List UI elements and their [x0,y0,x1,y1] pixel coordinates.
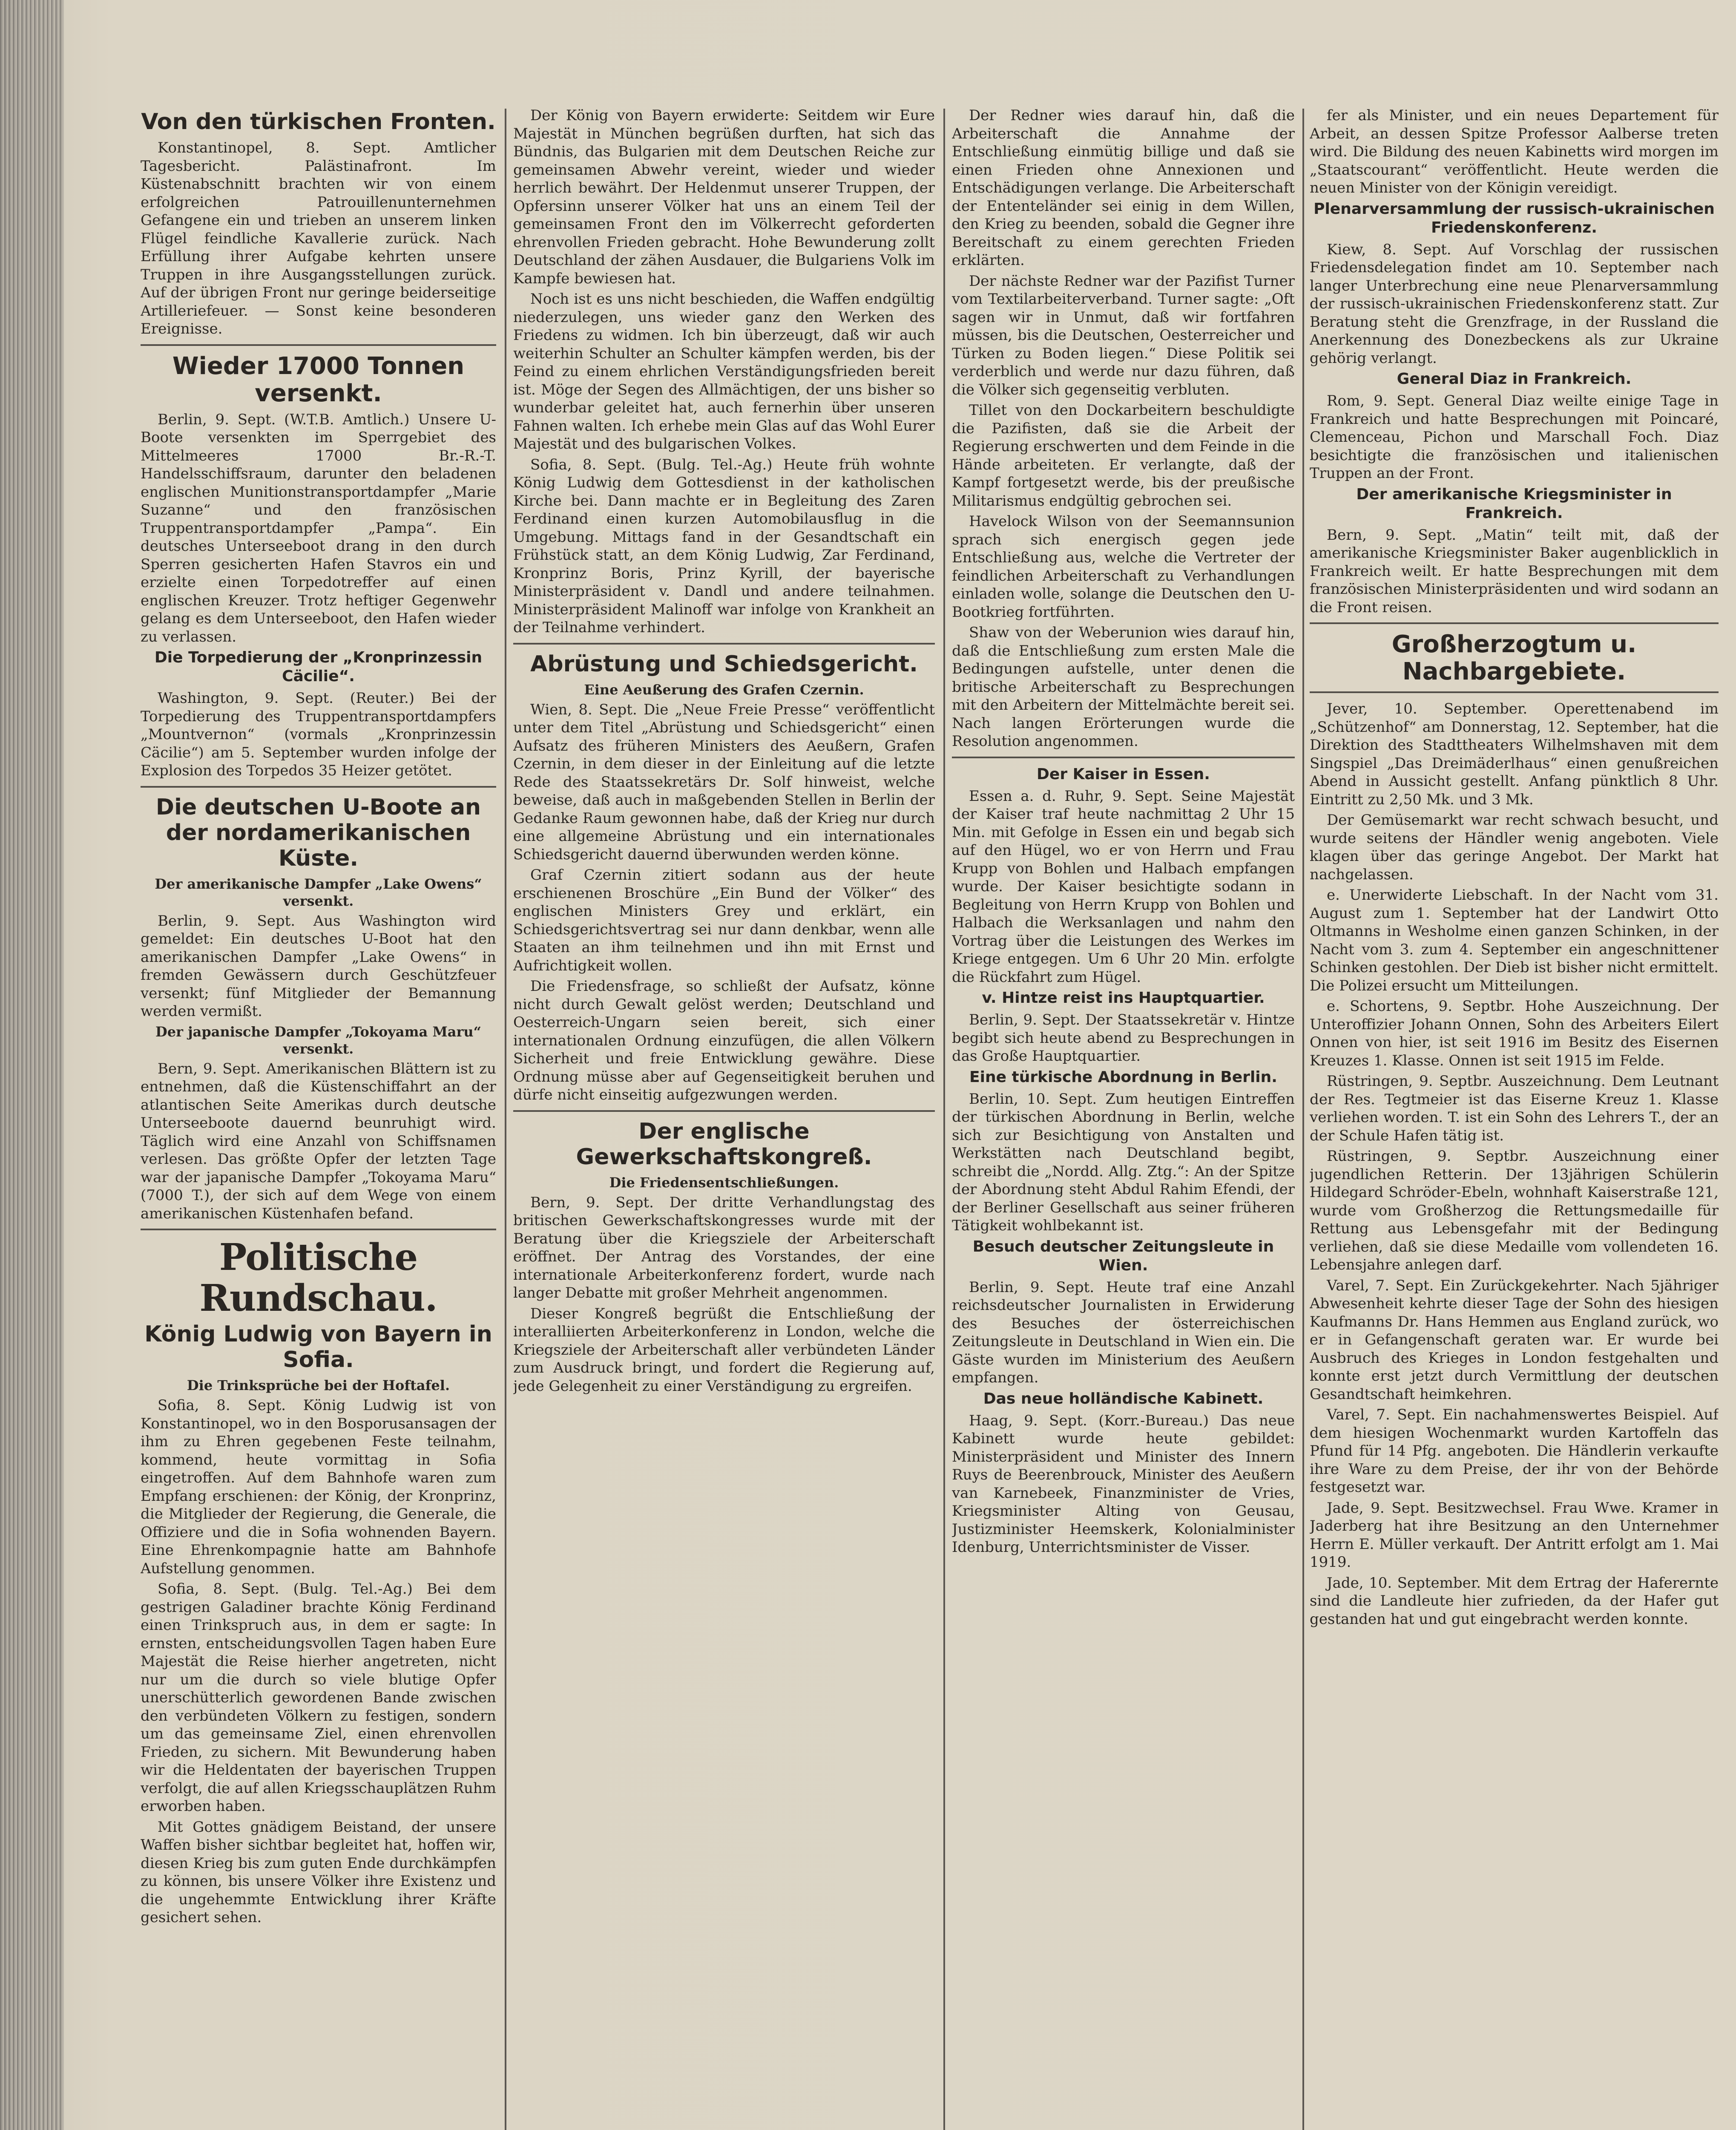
column-rule [505,109,506,2130]
headline-politische-rundschau: Politische Rundschau. [199,1236,437,1320]
article-paragraph: Washington, 9. Sept. (Reuter.) Bei der Torpedierung des Truppentransportdampfers „Mountvernon“ (vormals „Kronprinzessin Cäcilie“) am 5. September wurden infolge der Explosion des Torpedos 35 Heizer getötet. [141,690,496,779]
headline-grossherzogtum: Großherzogtum u. Nachbargebiete. [1391,630,1637,685]
article-paragraph: Mit Gottes gnädigem Beistand, der unsere Waffen bisher sichtbar begleitet hat, hoffen wir, diesen Krieg bis zum guten Ende durchkämpfen zu können, bis unsere Völker ihre Existenz und die ungehemmte Entwicklung ihrer Kräfte gesichert sehen. [141,1818,496,1926]
article-paragraph: Haag, 9. Sept. (Korr.-Bureau.) Das neue Kabinett wurde heute gebildet: Ministerpräsident und Minister des Innern Ruys de Beerenbrouck, Minister des Aeußern van Karnebeek, Finanzminister de Vries, Kriegsminister Alting von Geusau, Justizminister Heemskerk, Kolonialminister Idenburg, Unterrichtsminister de Visser. [952,1412,1295,1556]
headline-gewerkschaftskongress: Der englische Gewerkschaftskongreß. [576,1118,872,1170]
article-paragraph: Bern, 9. Sept. Amerikanischen Blättern ist zu entnehmen, daß die Küstenschiffahrt an der atlantischen Seite Amerikas durch deutsche Unterseeboote dauernd beunruhigt wird. Täglich wird eine Anzahl von Schiffsnamen verlesen. Das größte Opfer der letzten Tage war der japanische Dampfer „Tokoyama Maru“ (7000 T.), der sich auf dem Wege von einem amerikanischen Küstenhafen befand. [141,1060,496,1222]
article-paragraph: Sofia, 8. Sept. König Ludwig ist von Konstantinopel, wo in den Bosporusansagen der ihm zu Ehren gegebenen Feste teilnahm, kommend, heute vormittag in Sofia eingetroffen. Auf dem Bahnhofe waren zum Empfang erschienen: der König, der Kronprinz, die Mitglieder der Regierung, die Generale, die Offiziere und die in Sofia wohnenden Bayern. Eine Ehrenkompagnie hatte am Bahnhofe Aufstellung genommen. [141,1397,496,1577]
article-paragraph: Jade, 10. September. Mit dem Ertrag der Haferernte sind die Landleute hier zufrieden, da der Hafer gut gestanden hat und gut eingebracht werden konnte. [1310,1574,1719,1628]
article-paragraph: Sofia, 8. Sept. (Bulg. Tel.-Ag.) Heute früh wohnte König Ludwig dem Gottesdienst in der katholischen Kirche bei. Dann machte er in Begleitung des Zaren Ferdinand einen kurzen Automobilausflug in die Umgebung. Mittags fand in der Gesandtschaft ein Frühstück statt, an dem König Ludwig, Zar Ferdinand, Kronprinz Boris, Prinz Kyrill, der bayerische Ministerpräsident v. Dandl und andere teilnahmen. Ministerpräsident Malinoff war infolge von Krankheit an der Teilnahme verhindert. [513,456,935,636]
article-paragraph: e. Schortens, 9. Septbr. Hohe Auszeichnung. Der Unteroffizier Johann Onnen, Sohn des Arbeiters Eilert Onnen von hier, ist seit 1916 im Besitz des Eisernen Kreuzes 1. Klasse. Onnen ist seit 1915 im Felde. [1310,998,1719,1069]
article-paragraph: Konstantinopel, 8. Sept. Amtlicher Tagesbericht. Palästinafront. Im Küstenabschnitt brachten wir von einem erfolgreichen Patrouillenunternehmen Gefangene ein und trieben an unserem linken Flügel feindliche Kavallerie zurück. Nach Erfüllung ihrer Aufgabe kehrten unsere Truppen in ihre Ausgangsstellungen zurück. Auf der übrigen Front nur geringe beiderseitige Artilleriefeuer. — Sonst keine besonderen Ereignisse. [141,139,496,337]
book-binding-edge [0,0,64,2130]
article-paragraph: Der Redner wies darauf hin, daß die Arbeiterschaft die Annahme der Entschließung einmütig billige und daß sie einen Frieden ohne Annexionen und Entschädigungen verlange. Die Arbeiterschaft der Ententeländer sei einig in dem Willen, den Krieg zu beenden, sobald die Gegner ihre Bereitschaft zu einem gerechten Frieden erklärten. [952,107,1295,269]
article-paragraph: Rüstringen, 9. Septbr. Auszeichnung. Dem Leutnant der Res. Tegtmeier ist das Eiserne Kreuz 1. Klasse verliehen worden. T. ist ein Sohn des Lehrers T., der an der Schule Hafen tätig ist. [1310,1073,1719,1144]
article-paragraph: Rüstringen, 9. Septbr. Auszeichnung einer jugendlichen Retterin. Der 13jährigen Schülerin Hildegard Schröder-Ebeln, wohnhaft Kaiserstraße 121, wurde vom Großherzog die Rettungsmedaille für Rettung aus Lebensgefahr mit der Bedingung verliehen, daß sie diese Medaille vom vollendeten 16. Lebensjahre anlegen darf. [1310,1148,1719,1273]
article-paragraph: Sofia, 8. Sept. (Bulg. Tel.-Ag.) Bei dem gestrigen Galadiner brachte König Ferdinand einen Trinkspruch aus, in dem er sagte: In ernsten, entscheidungsvollen Tagen haben Eure Majestät die Reise hierher angetreten, nicht nur um die durch so viele blutige Opfer unerschütterlich gewordenen Bande zwischen den verbündeten Völkern zu festigen, sondern um das gemeinsame Ziel, einen ehrenvollen Frieden, zu sichern. Mit Bewunderung haben wir die Heldentaten der bayerischen Truppen verfolgt, die auf allen Kriegsschauplätzen Ruhm erworben haben. [141,1580,496,1815]
article-paragraph: Berlin, 10. Sept. Zum heutigen Eintreffen der türkischen Abordnung in Berlin, welche sich zur Besichtigung von Anstalten und Werkstätten nach Deutschland begibt, schreibt die „Nordd. Allg. Ztg.“: An der Spitze der Abordnung steht Abdul Rahim Efendi, der der Berliner Gesellschaft aus seiner früheren Tätigkeit wohlbekannt ist. [952,1090,1295,1234]
column-rule [943,109,945,2130]
article-paragraph: Berlin, 9. Sept. Heute traf eine Anzahl reichsdeutscher Journalisten in Erwiderung des Besuches der österreichischen Zeitungsleute in Deutschland in Wien ein. Die Gäste wurden im Ministerium des Aeußern empfangen. [952,1278,1295,1386]
article-paragraph: Der König von Bayern erwiderte: Seitdem wir Eure Majestät in München begrüßen durften, hat sich das Bündnis, das Bulgarien mit dem Deutschen Reiche zur gemeinsamen Abwehr vereint, wieder und wieder herrlich bewährt. Der Heldenmut unserer Truppen, der Opfersinn unserer Völker hat uns an einem Teil der gemeinsamen Front den im Völkerrecht geforderten ehrenvollen Frieden gebracht. Hohe Bewunderung zollt Deutschland der zähen Ausdauer, die Bulgariens Volk im Kampfe bewiesen hat. [513,107,935,287]
subheadline-czernin: Eine Aeußerung des Grafen Czernin. [584,681,864,698]
article-paragraph: Die Friedensfrage, so schließt der Aufsatz, könne nicht durch Gewalt gelöst werden; Deutschland und Oesterreich-Ungarn seien bereit, sich einer internationalen Ordnung einzufügen, die allen Völkern Sicherheit und freie Entwicklung gewähre. Diese Ordnung müsse aber auf Gegenseitigkeit beruhen und dürfe nicht einseitig aufgezwungen werden. [513,978,935,1103]
section-divider [1310,622,1719,624]
article-paragraph: Rom, 9. Sept. General Diaz weilte einige Tage in Frankreich und hatte Besprechungen mit Poincaré, Clemenceau, Pichon und Marschall Foch. Diaz besichtigte die französischen und italienischen Truppen an der Front. [1310,392,1719,482]
headline-general-diaz: General Diaz in Frankreich. [1397,370,1632,388]
subheadline-lake-owens: Der amerikanische Dampfer „Lake Owens“ versenkt. [155,875,482,909]
headline-hollaendisches-kabinett: Das neue holländische Kabinett. [983,1390,1264,1408]
subheadline-trinksprueche: Die Trinksprüche bei der Hoftafel. [187,1377,450,1393]
article-paragraph: Der Gemüsemarkt war recht schwach besucht, und wurde seitens der Händler wenig angeboten. Viele klagen über das geringe Angebot. Der Markt hat nachgelassen. [1310,812,1719,883]
column-rule [1302,109,1304,2130]
section-divider [513,643,935,645]
article-paragraph: Tillet von den Dockarbeitern beschuldigte die Pazifisten, daß sie die Arbeit der Regierung erschwerten und dem Feinde in die Hände arbeiteten. Er verlangte, daß der Kampf fortgesetzt werde, bis der preußische Militarismus endgültig gebrochen sei. [952,402,1295,509]
article-paragraph: Bern, 9. Sept. „Matin“ teilt mit, daß der amerikanische Kriegsminister Baker augenblicklich in Frankreich weilt. Er hatte Besprechungen mit dem französischen Ministerpräsidenten und wird sodann an die Front reisen. [1310,526,1719,616]
headline-kaiser-essen: Der Kaiser in Essen. [1037,765,1210,783]
subheadline-tokoyama-maru: Der japanische Dampfer „Tokoyama Maru“ versenkt. [155,1023,482,1057]
article-paragraph: Berlin, 9. Sept. (W.T.B. Amtlich.) Unsere U-Boote versenkten im Sperrgebiet des Mittelmeeres 17000 Br.-R.-T. Handelsschiffsraum, darunter den beladenen englischen Munitionstransportdampfer „Marie Suzanne“ und den französischen Truppentransportdampfer „Pampa“. Ein deutsches Unterseeboot drang in den durch Sperren gesicherten Hafen Stavros ein und erzielte einen Torpedotreffer auf einen englischen Kreuzer. Trotz heftiger Gegenwehr gelang es dem Unterseeboot, den Hafen wieder zu verlassen. [141,411,496,645]
section-divider [141,344,496,346]
headline-turkish-fronts: Von den türkischen Fronten. [141,109,496,135]
article-paragraph: Wien, 8. Sept. Die „Neue Freie Presse“ veröffentlicht unter dem Titel „Abrüstung und Schiedsgericht“ einen Aufsatz des früheren Ministers des Aeußern, Grafen Czernin, in dem dieser in der Einleitung auf die letzte Rede des Staatssekretärs Dr. Solf hinweist, welche beweise, daß auch in maßgebenden Stellen in Berlin der Gedanke Raum gewonnen habe, daß der Krieg nur durch eine allgemeine Abrüstung und ein internationales Schiedsgericht dauernd überwunden werden könne. [513,701,935,863]
article-paragraph: Varel, 7. Sept. Ein Zurückgekehrter. Nach 5jähriger Abwesenheit kehrte dieser Tage der Sohn des hiesigen Kaufmanns Dr. Hans Hemmen aus England zurück, wo er in Gefangenschaft geraten war. Er wurde bei Ausbruch des Krieges in London festgehalten und konnte erst jetzt durch Vermittlung der deutschen Gesandtschaft heimkehren. [1310,1277,1719,1403]
article-paragraph: e. Unerwiderte Liebschaft. In der Nacht vom 31. August zum 1. September hat der Landwirt Otto Oltmanns in Wesholme einen ganzen Schinken, in der Nacht vom 3. zum 4. September ein angeschnittener Schinken gestohlen. Der Dieb ist bisher nicht ermittelt. Die Polizei ersucht um Mitteilungen. [1310,887,1719,994]
article-paragraph: Graf Czernin zitiert sodann aus der heute erschienenen Broschüre „Ein Bund der Völker“ des englischen Ministers Grey und erklärt, ein Schiedsgerichtsvertrag sei nur dann denkbar, wenn alle Staaten an ihm teilnehmen und ihn mit Ernst und Aufrichtigkeit wollen. [513,866,935,974]
headline-koenig-ludwig-sofia: König Ludwig von Bayern in Sofia. [144,1321,492,1373]
column-4 [1310,106,1719,2130]
headline-zeitungsleute-wien: Besuch deutscher Zeitungsleute in Wien. [972,1238,1274,1274]
article-paragraph: Jade, 9. Sept. Besitzwechsel. Frau Wwe. Kramer in Jaderberg hat ihre Besitzung an den Unternehmer Herrn E. Müller verkauft. Der Antritt erfolgt am 1. Mai 1919. [1310,1499,1719,1571]
article-paragraph: Havelock Wilson von der Seemannsunion sprach sich energisch gegen jede Entschließung aus, welche die Vertreter der feindlichen Arbeiterschaft zu Verhandlungen einladen wolle, solange die Deutschen den U-Bootkrieg fortführten. [952,513,1295,621]
section-divider [141,786,496,788]
article-paragraph: Berlin, 9. Sept. Der Staatssekretär v. Hintze begibt sich heute abend zu Besprechungen in das Große Hauptquartier. [952,1011,1295,1065]
section-divider [1310,691,1719,693]
headline-hintze: v. Hintze reist ins Hauptquartier. [982,989,1265,1007]
article-paragraph: Dieser Kongreß begrüßt die Entschließung der interalliierten Arbeiterkonferenz in London, welche die Kriegsziele der Arbeiterschaft aller verbündeten Länder zum Ausdruck bringt, und fordert die Regierung auf, jede Gelegenheit zu einer Verständigung zu ergreifen. [513,1305,935,1395]
article-paragraph: Jever, 10. September. Operettenabend im „Schützenhof“ am Donnerstag, 12. September, hat die Direktion des Stadttheaters Wilhelmshaven mit dem Singspiel „Das Dreimäderlhaus“ einen genußreichen Abend in Aussicht gestellt. Anfang pünktlich 8 Uhr. Eintritt zu 2,50 Mk. und 3 Mk. [1310,700,1719,808]
column-1 [141,106,496,2130]
article-paragraph: Shaw von der Weberunion wies darauf hin, daß die Entschließung zum ersten Male die Bedingungen aufstelle, unter denen die britische Arbeiterschaft zu Besprechungen mit den Arbeitern der Mittelmächte bereit sei. Nach langen Erörterungen wurde die Resolution angenommen. [952,624,1295,750]
article-paragraph: Noch ist es uns nicht beschieden, die Waffen endgültig niederzulegen, uns wieder ganz den Werken des Friedens zu widmen. Ich bin überzeugt, daß wir auch weiterhin Schulter an Schulter kämpfen werden, bis der Feind zu einem ehrlichen Verständigungsfrieden bereit ist. Möge der Segen des Allmächtigen, der uns bisher so wunderbar geleitet hat, auch fernerhin über unseren Fahnen walten. Ich erhebe mein Glas auf das Wohl Eurer Majestät und des bulgarischen Volkes. [513,291,935,452]
section-divider [141,1229,496,1230]
article-paragraph: Kiew, 8. Sept. Auf Vorschlag der russischen Friedensdelegation findet am 10. September nach langer Unterbrechung eine neue Plenarversammlung der russisch-ukrainischen Friedenskonferenz statt. Zur Beratung steht die Grenzfrage, in der Russland die Anerkennung des Donezbeckens als zur Ukraine gehörig verlangt. [1310,241,1719,367]
headline-u-boote-nordamerika: Die deutschen U-Boote an der nordamerikanischen Küste. [155,794,481,871]
article-paragraph: Bern, 9. Sept. Der dritte Verhandlungstag des britischen Gewerkschaftskongresses wurde mit der Beratung über die Kriegsziele der Arbeiterschaft eröffnet. Der Antrag des Vorstandes, der eine internationale Arbeiterkonferenz fordert, wurde nach langer Debatte mit großer Mehrheit angenommen. [513,1194,935,1301]
article-paragraph: Der nächste Redner war der Pazifist Turner vom Textilarbeiterverband. Turner sagte: „Oft sagen wir in Unmut, daß wir fortfahren müssen, bis die Deutschen, Oesterreicher und Türken zu Boden liegen.“ Diese Politik sei verderblich und werde nur dazu führen, daß die Völker sich gegenseitig verbluten. [952,272,1295,398]
article-paragraph: Berlin, 9. Sept. Aus Washington wird gemeldet: Ein deutsches U-Boot hat den amerikanischen Dampfer „Lake Owens“ in fremden Gewässern durch Geschützfeuer versenkt; fünf Mitglieder der Bemannung werden vermißt. [141,912,496,1020]
headline-tuerkische-abordnung: Eine türkische Abordnung in Berlin. [969,1068,1277,1086]
column-3 [952,106,1295,2130]
subheadline-friedensentschliessungen: Die Friedensentschließungen. [609,1174,839,1191]
section-divider [952,757,1295,758]
headline-plenarversammlung: Plenarversammlung der russisch-ukrainischen Friedenskonferenz. [1313,200,1715,236]
section-divider [513,1110,935,1112]
subheadline-torpedierung: Die Torpedierung der „Kronprinzessin Cäcilie“. [154,649,483,685]
article-paragraph: fer als Minister, und ein neues Departement für Arbeit, an dessen Spitze Professor Aalberse treten wird. Die Bildung des neuen Kabinetts wird morgen im „Staatscourant“ veröffentlicht. Heute werden die neuen Minister von der Königin vereidigt. [1310,107,1719,196]
article-paragraph: Essen a. d. Ruhr, 9. Sept. Seine Majestät der Kaiser traf heute nachmittag 2 Uhr 15 Min. mit Gefolge in Essen ein und begab sich auf den Hügel, wo er von Herrn und Frau Krupp von Bohlen und Halbach empfangen wurde. Der Kaiser besichtigte sodann in Begleitung von Herrn Krupp von Bohlen und Halbach die Werksanlagen und nahm den Vortrag über die Leistungen des Werkes im Kriege entgegen. Um 6 Uhr 20 Min. erfolgte die Rückfahrt zum Hügel. [952,787,1295,986]
article-paragraph: Varel, 7. Sept. Ein nachahmenswertes Beispiel. Auf dem hiesigen Wochenmarkt wurden Kartoffeln das Pfund für 14 Pfg. angeboten. Die Händlerin verkaufte ihre Ware zu dem Preise, der ihr von der Behörde festgesetzt war. [1310,1406,1719,1496]
headline-abruestung: Abrüstung und Schiedsgericht. [530,651,918,677]
headline-kriegsminister: Der amerikanische Kriegsminister in Frankreich. [1356,485,1672,522]
column-2 [513,106,935,2130]
headline-17000-tons: Wieder 17000 Tonnen versenkt. [172,352,465,407]
